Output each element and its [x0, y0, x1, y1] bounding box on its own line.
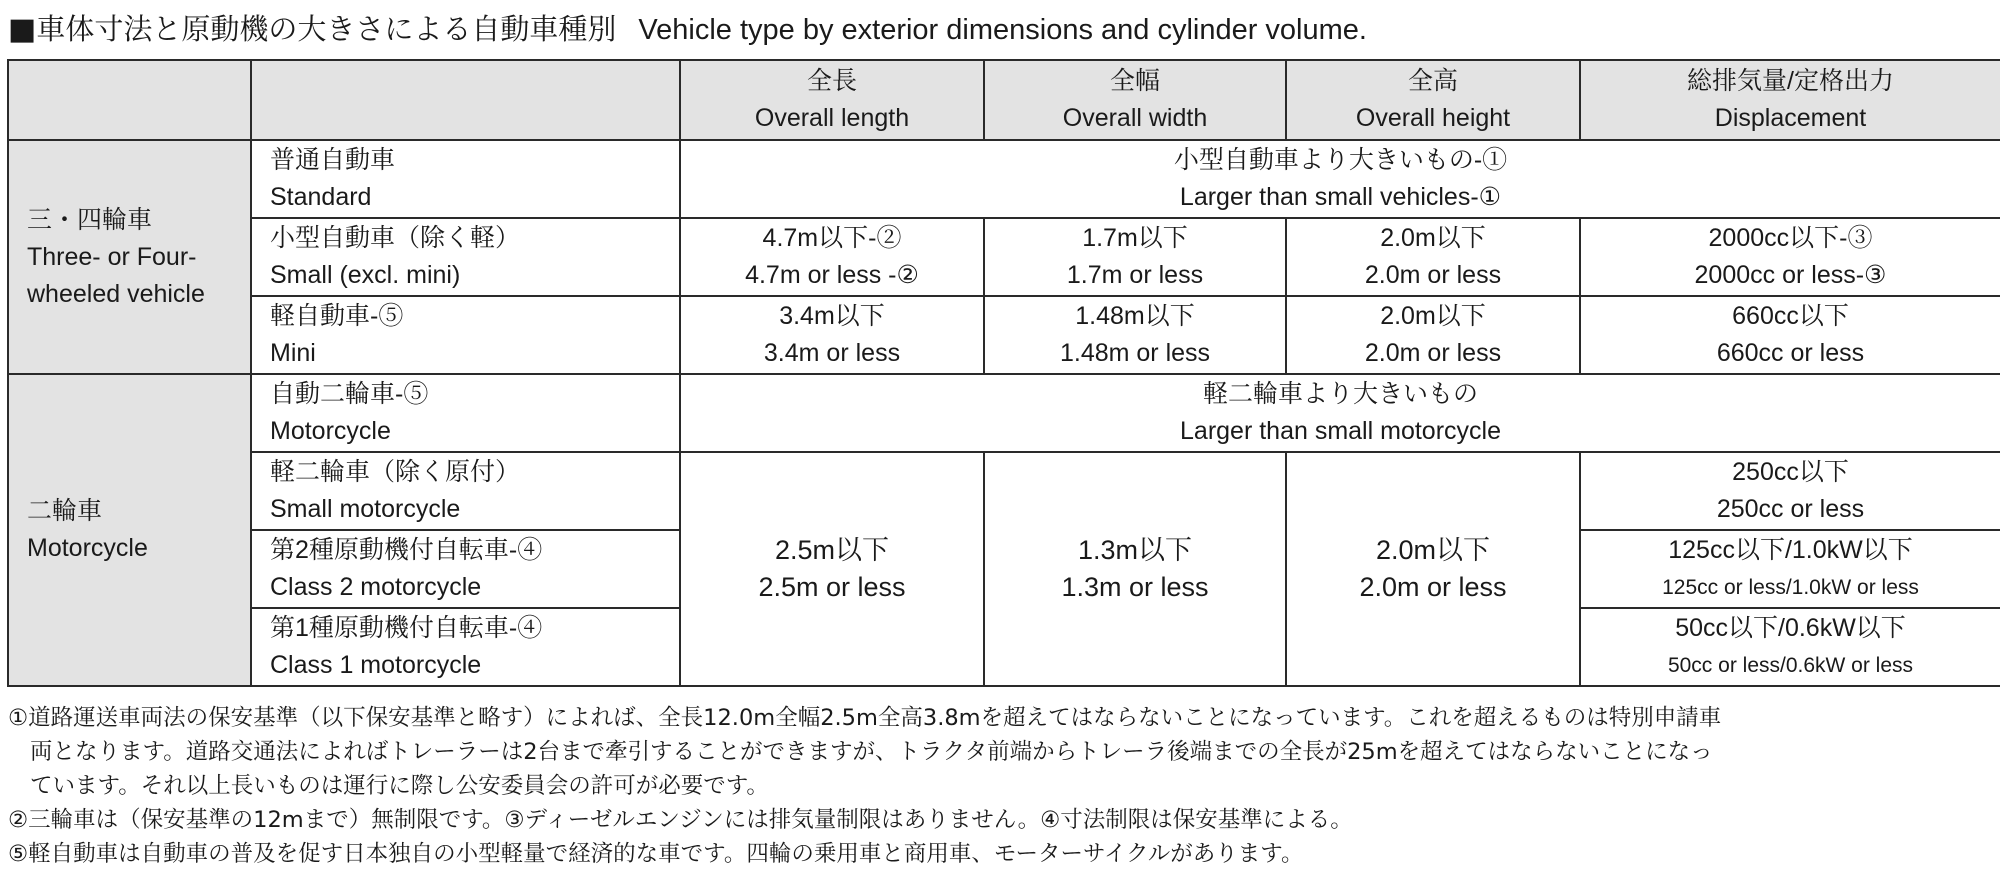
value-jp: 2.0m以下	[1380, 302, 1486, 330]
moto-width-cell	[984, 452, 1286, 686]
group-three-four-wheeled	[8, 140, 251, 374]
value-en: 660cc or less	[1716, 339, 1865, 367]
row-label-en: Small (excl. mini)	[270, 261, 461, 289]
span-en: Larger than small motorcycle	[1180, 417, 1501, 445]
header-width-en: Overall width	[1062, 104, 1208, 132]
header-height-jp: 全高	[1407, 67, 1458, 95]
value-jp: 4.7m以下-②	[762, 224, 902, 252]
title-jp: 車体寸法と原動機の大きさによる自動車種別	[36, 12, 617, 46]
value-jp: 2.5m以下	[774, 535, 890, 565]
value-jp: 1.7m以下	[1082, 224, 1188, 252]
value-jp: 1.48m以下	[1075, 302, 1195, 330]
span-jp: 軽二輪車より大きいもの	[1202, 380, 1478, 408]
row-label-jp: 自動二輪車-⑤	[270, 380, 429, 408]
group-four-jp: 三・四輪車	[27, 205, 153, 234]
header-displacement	[1580, 60, 2000, 140]
value-jp: 660cc以下	[1732, 302, 1849, 330]
page-title	[8, 6, 1367, 52]
footnotes	[8, 701, 1993, 871]
row-label-jp: 軽二輪車（除く原付）	[270, 458, 521, 486]
header-height	[1286, 60, 1580, 140]
mini-displacement-cell	[1580, 296, 2000, 374]
header-width	[984, 60, 1286, 140]
value-jp: 250cc以下	[1732, 458, 1849, 486]
value-jp: 2.0m以下	[1375, 535, 1491, 565]
row-label-jp: 軽自動車-⑤	[270, 302, 404, 330]
row-label-en: Standard	[270, 183, 372, 211]
row-label-en: Small motorcycle	[270, 495, 461, 523]
row-label-class2	[251, 530, 680, 608]
small-moto-displacement-cell	[1580, 452, 2000, 530]
row-label-en: Motorcycle	[270, 417, 391, 445]
row-label-jp: 第2種原動機付自転車-④	[270, 536, 543, 564]
small-length-cell	[680, 218, 984, 296]
table-row	[8, 374, 2000, 452]
table-row	[8, 140, 2000, 218]
table-row	[8, 296, 2000, 374]
small-width-cell	[984, 218, 1286, 296]
class2-displacement-cell	[1580, 530, 2000, 608]
value-jp: 2.0m以下	[1380, 224, 1486, 252]
value-en: 1.7m or less	[1066, 261, 1204, 289]
row-label-small	[251, 218, 680, 296]
small-displacement-cell	[1580, 218, 2000, 296]
footnote-2-3-4: ②三輪車は（保安基準の12mまで）無制限です。③ディーゼルエンジンには排気量制限はありません。④寸法制限は保安基準による。	[8, 807, 1353, 833]
row-label-motorcycle	[251, 374, 680, 452]
footnote-1-line1: ①道路運送車両法の保安基準（以下保安基準と略す）によれば、全長12.0m全幅2.5m全高3.8mを超えてはならないことになっています。これを超えるものは特別申請車	[8, 705, 1722, 731]
span-jp: 小型自動車より大きいもの-①	[1173, 146, 1508, 174]
row-label-jp: 普通自動車	[270, 146, 396, 174]
header-length-en: Overall length	[754, 104, 910, 132]
value-jp: 2000cc以下-③	[1708, 224, 1873, 252]
header-length-jp: 全長	[806, 67, 857, 95]
value-jp: 3.4m以下	[779, 302, 885, 330]
group-moto-en: Motorcycle	[27, 534, 148, 562]
value-en: 2000cc or less-③	[1694, 261, 1887, 289]
group-moto-jp: 二輪車	[27, 497, 103, 525]
row-label-class1	[251, 608, 680, 686]
small-height-cell	[1286, 218, 1580, 296]
header-type	[251, 60, 680, 140]
row-label-standard	[251, 140, 680, 218]
value-en: 3.4m or less	[763, 339, 901, 367]
mini-width-cell	[984, 296, 1286, 374]
row-label-jp: 小型自動車（除く軽）	[270, 224, 521, 252]
value-en: 2.0m or less	[1364, 339, 1502, 367]
span-en: Larger than small vehicles-①	[1179, 183, 1502, 211]
row-label-en: Class 1 motorcycle	[270, 651, 482, 679]
title-en: Vehicle type by exterior dimensions and cylinder volume.	[638, 14, 1367, 46]
header-displacement-en: Displacement	[1714, 104, 1867, 132]
value-jp: 125cc以下/1.0kW以下	[1668, 536, 1913, 564]
group-motorcycle	[8, 374, 251, 686]
value-en: 2.0m or less	[1359, 572, 1507, 602]
value-en: 1.48m or less	[1059, 339, 1211, 367]
value-en: 50cc or less/0.6kW or less	[1667, 654, 1914, 677]
value-en: 2.5m or less	[758, 572, 906, 602]
vehicle-type-table	[7, 59, 2000, 687]
row-label-small-motorcycle	[251, 452, 680, 530]
value-en: 1.3m or less	[1061, 572, 1209, 602]
header-width-jp: 全幅	[1109, 67, 1160, 95]
table-row	[8, 218, 2000, 296]
group-four-en-line1: Three- or Four-	[27, 242, 197, 271]
moto-height-cell	[1286, 452, 1580, 686]
mini-length-cell	[680, 296, 984, 374]
header-row	[8, 60, 2000, 140]
value-en: 2.0m or less	[1364, 261, 1502, 289]
mini-height-cell	[1286, 296, 1580, 374]
row-label-jp: 第1種原動機付自転車-④	[270, 614, 543, 642]
group-four-en-line2: wheeled vehicle	[27, 279, 205, 308]
standard-span-cell	[680, 140, 2000, 218]
value-en: 125cc or less/1.0kW or less	[1662, 576, 1919, 599]
header-length	[680, 60, 984, 140]
header-corner	[8, 60, 251, 140]
value-en: 4.7m or less -②	[745, 261, 919, 289]
title-square-mark: ■	[8, 12, 37, 47]
header-height-en: Overall height	[1355, 104, 1511, 132]
header-displacement-jp: 総排気量/定格出力	[1687, 67, 1894, 95]
footnote-1-line2: 両となります。道路交通法によればトレーラーは2台まで牽引することができますが、トラクタ前端からトレーラ後端までの全長が25mを超えてはならないことになっ	[30, 739, 1713, 765]
value-jp: 50cc以下/0.6kW以下	[1675, 614, 1906, 642]
footnote-5: ⑤軽自動車は自動車の普及を促す日本独自の小型軽量で経済的な車です。四輪の乗用車と商用車、モーターサイクルがあります。	[8, 841, 1304, 867]
value-en: 250cc or less	[1716, 495, 1865, 523]
table-row	[8, 452, 2000, 530]
row-label-en: Class 2 motorcycle	[270, 573, 482, 601]
row-label-mini	[251, 296, 680, 374]
class1-displacement-cell	[1580, 608, 2000, 686]
moto-length-cell	[680, 452, 984, 686]
value-jp: 1.3m以下	[1077, 535, 1193, 565]
motorcycle-span-cell	[680, 374, 2000, 452]
footnote-1-line3: ています。それ以上長いものは運行に際し公安委員会の許可が必要です。	[30, 773, 769, 799]
row-label-en: Mini	[270, 339, 316, 367]
